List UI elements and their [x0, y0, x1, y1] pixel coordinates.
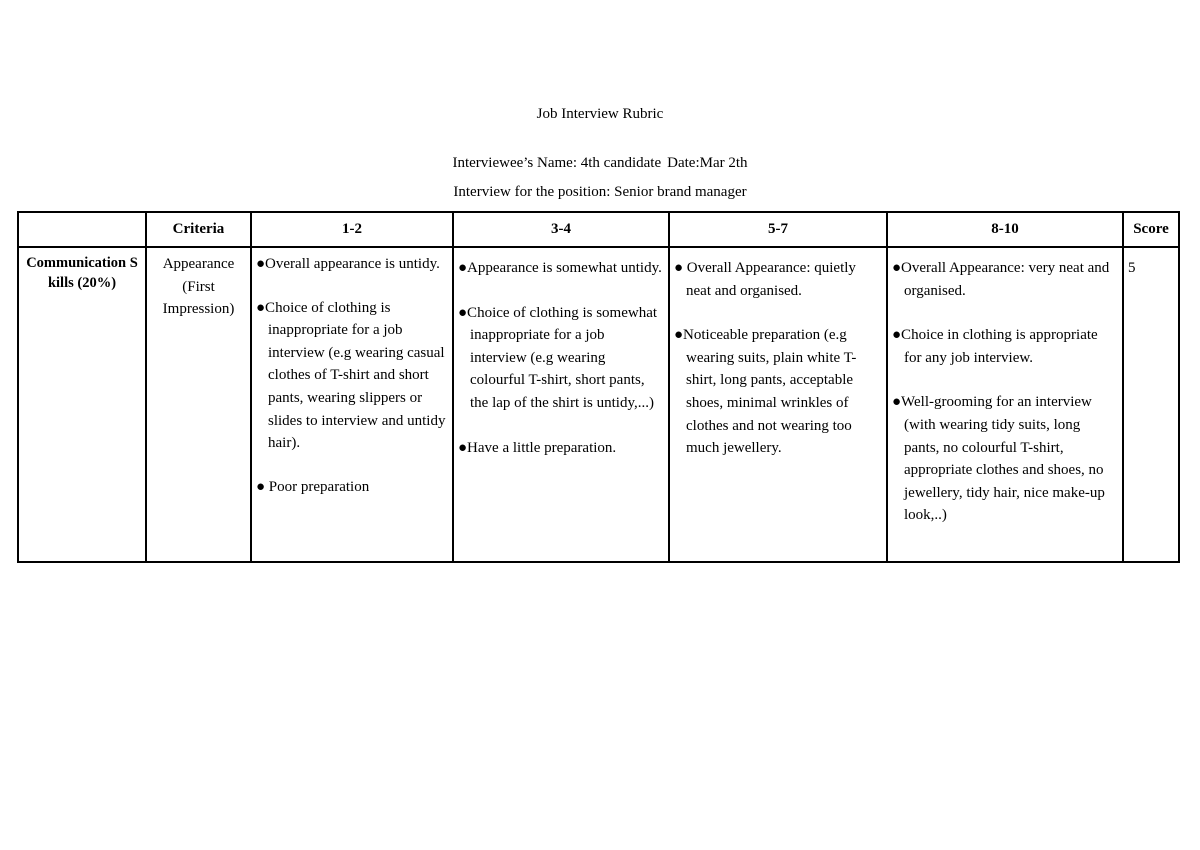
score-cell: 5 — [1123, 247, 1179, 562]
level-8-10-cell — [887, 247, 1123, 562]
header-criteria: Criteria — [146, 212, 251, 247]
table-row — [18, 247, 1179, 562]
list-item: ● Overall Appearance: quietly neat and organised. — [674, 260, 856, 299]
list-item: ● Poor preparation — [256, 478, 370, 495]
header-row — [18, 212, 1179, 247]
header-range-5-7: 5-7 — [669, 212, 887, 247]
document-title: Job Interview Rubric — [536, 106, 664, 122]
list-item: ●Choice of clothing is inappropriate for a job interview (e.g wearing casual clothes of T-shirt and short pants, wearing slippers or slides to interview and untidy hair). — [256, 299, 446, 452]
level-3-4-cell — [453, 247, 669, 562]
list-item: ●Have a little preparation. — [458, 439, 617, 456]
header-score: Score — [1123, 212, 1179, 247]
criteria-cell: Appearance (First Impression) — [146, 247, 251, 562]
list-item: ●Overall appearance is untidy. — [256, 256, 440, 272]
level-5-7-cell — [669, 247, 887, 562]
rubric-table — [17, 211, 1180, 563]
header-range-1-2: 1-2 — [251, 212, 453, 247]
list-item: ●Well-grooming for an interview (with wearing tidy suits, long pants, no colourful T-shirt, appropriate clothes and shoes, no jewellery, tidy hair, nice make-up look,..) — [892, 394, 1105, 524]
header-category — [18, 212, 146, 247]
level-1-2-cell — [251, 247, 453, 562]
interviewee-date-line — [0, 154, 1200, 172]
list-item: ●Choice of clothing is somewhat inappropriate for a job interview (e.g wearing colourful T-shirt, short pants, the lap of the shirt is untidy,...) — [458, 304, 658, 411]
list-item: ●Choice in clothing is appropriate for any job interview. — [892, 327, 1098, 366]
list-item: ●Appearance is somewhat untidy. — [458, 260, 662, 276]
interview-position: Interview for the position: Senior brand manager — [453, 184, 747, 200]
list-item: ●Noticeable preparation (e.g wearing suits, plain white T-shirt, long pants, acceptable shoes, minimal wrinkles of clothes and not wearing too much jewellery. — [674, 327, 857, 457]
interviewee-name: Interviewee’s Name: 4th candidate — [452, 155, 662, 171]
list-item: ●Overall Appearance: very neat and organised. — [892, 260, 1110, 299]
header-range-3-4: 3-4 — [453, 212, 669, 247]
header-range-8-10: 8-10 — [887, 212, 1123, 247]
interview-date: Date:Mar 2th — [667, 155, 748, 171]
category-cell: Communication Skills (20%) — [18, 247, 146, 562]
